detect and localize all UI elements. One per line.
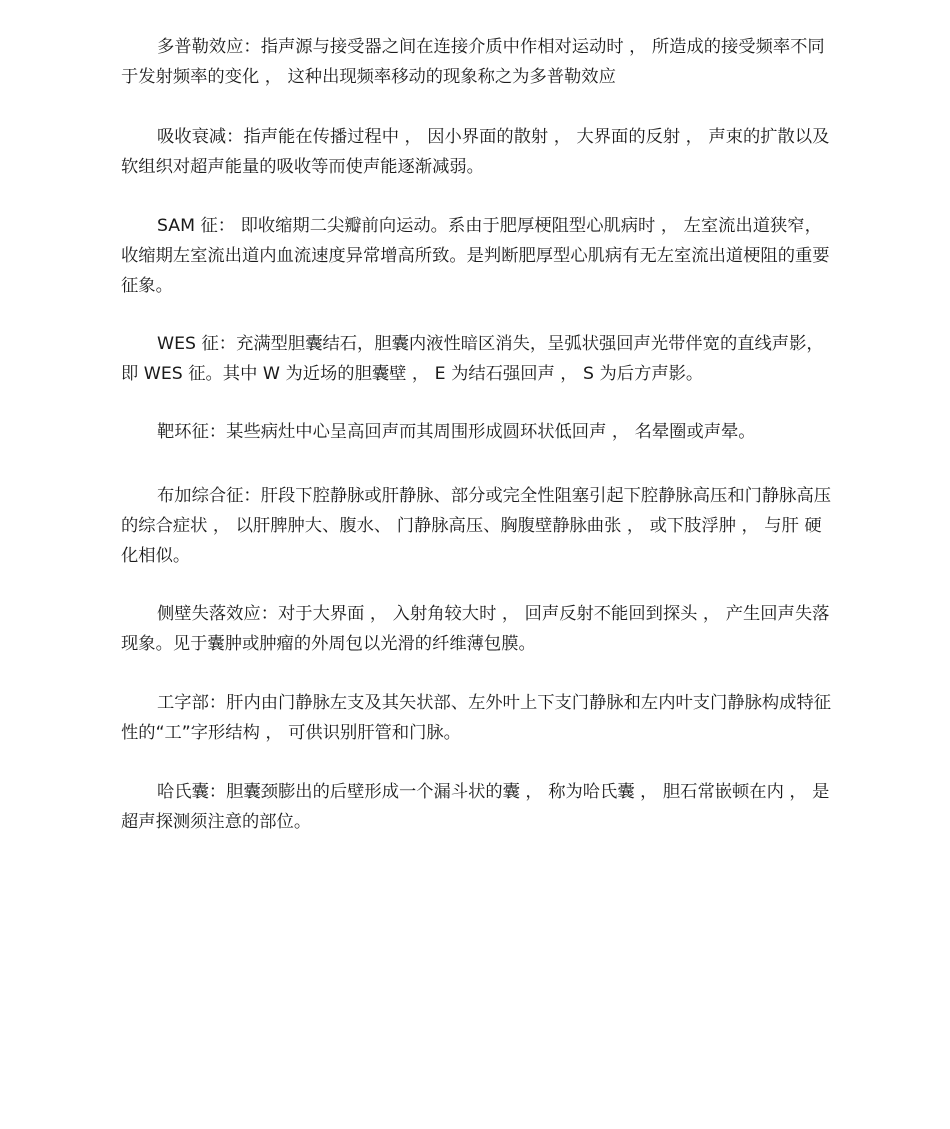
term: 工字部: [157, 693, 209, 713]
definition-budd-chiari-syndrome: [121, 481, 833, 571]
definition-text: 对于大界面 ， 入射角较大时 ， 回声反射不能回到探头 ， 产生回声失落现象。见于囊肿或肿瘤的外周包以光滑的纤维薄包膜。: [121, 604, 830, 654]
definition-text: 即收缩期二尖瓣前向运动。系由于肥厚梗阻型心肌病时 ， 左室流出道狭窄，收缩期左室流出道内血流速度异常增高所致。是判断肥厚型心肌病有无左室流出道梗阻的重要征象。: [121, 216, 830, 296]
term: WES 征: [157, 334, 219, 354]
definition-text: 指声源与接受器之间在连接介质中作相对运动时 ， 所造成的接受频率不同于发射频率的变化 ， 这种出现频率移动的现象称之为多普勒效应: [121, 37, 825, 87]
term-separator: ：: [217, 216, 236, 236]
term-separator: ：: [243, 37, 261, 57]
term-separator: ：: [218, 334, 237, 354]
definition-lateral-wall-dropout: [121, 599, 833, 659]
definition-text: 充满型胆囊结石，胆囊内液性暗区消失，呈弧状强回声光带伴宽的直线声影，即 WES 征。其中 W 为近场的胆囊壁 ， E 为结石强回声 ， S 为后方声影。: [121, 334, 824, 384]
term: 多普勒效应: [157, 37, 244, 57]
definition-sam-sign: [121, 211, 833, 301]
definition-h-shaped-structure: [121, 688, 833, 748]
term-separator: ：: [208, 782, 227, 802]
definition-text: 某些病灶中心呈高回声而其周围形成圆环状低回声 ， 名晕圈或声晕。: [226, 422, 756, 442]
term-separator: ：: [226, 127, 244, 147]
definition-text: 指声能在传播过程中 ， 因小界面的散射 ， 大界面的反射 ， 声束的扩散以及软组织对超声能量的吸收等而使声能逐渐减弱。: [121, 127, 830, 177]
definition-target-sign: [121, 417, 833, 447]
definition-text: 胆囊颈膨出的后壁形成一个漏斗状的囊 ， 称为哈氏囊 ， 胆石常嵌顿在内 ， 是超声探测须注意的部位。: [121, 782, 830, 832]
definition-wes-sign: [121, 329, 833, 389]
term-separator: ：: [260, 604, 278, 624]
term-separator: ：: [208, 422, 227, 442]
term: 吸收衰减: [157, 127, 227, 147]
definition-text: 肝段下腔静脉或肝静脉、部分或完全性阻塞引起下腔静脉高压和门静脉高压的综合症状 ， 以肝脾肿大、腹水、 门静脉高压、胸腹壁静脉曲张 ， 或下肢浮肿 ， 与肝 硬化相似。: [121, 486, 832, 566]
term: SAM 征: [157, 216, 218, 236]
definition-hartmann-pouch: [121, 777, 833, 837]
definition-absorption-attenuation: [121, 122, 833, 182]
term: 哈氏囊: [157, 782, 209, 802]
definition-text: 肝内由门静脉左支及其矢状部、左外叶上下支门静脉和左内叶支门静脉构成特征性的“工”字形结构 ， 可供识别肝管和门脉。: [121, 693, 832, 743]
term: 侧壁失落效应: [157, 604, 261, 624]
term: 布加综合征: [157, 486, 244, 506]
term-separator: ：: [243, 486, 261, 506]
term-separator: ：: [208, 693, 227, 713]
term: 靶环征: [157, 422, 209, 442]
definition-doppler-effect: [121, 32, 833, 92]
